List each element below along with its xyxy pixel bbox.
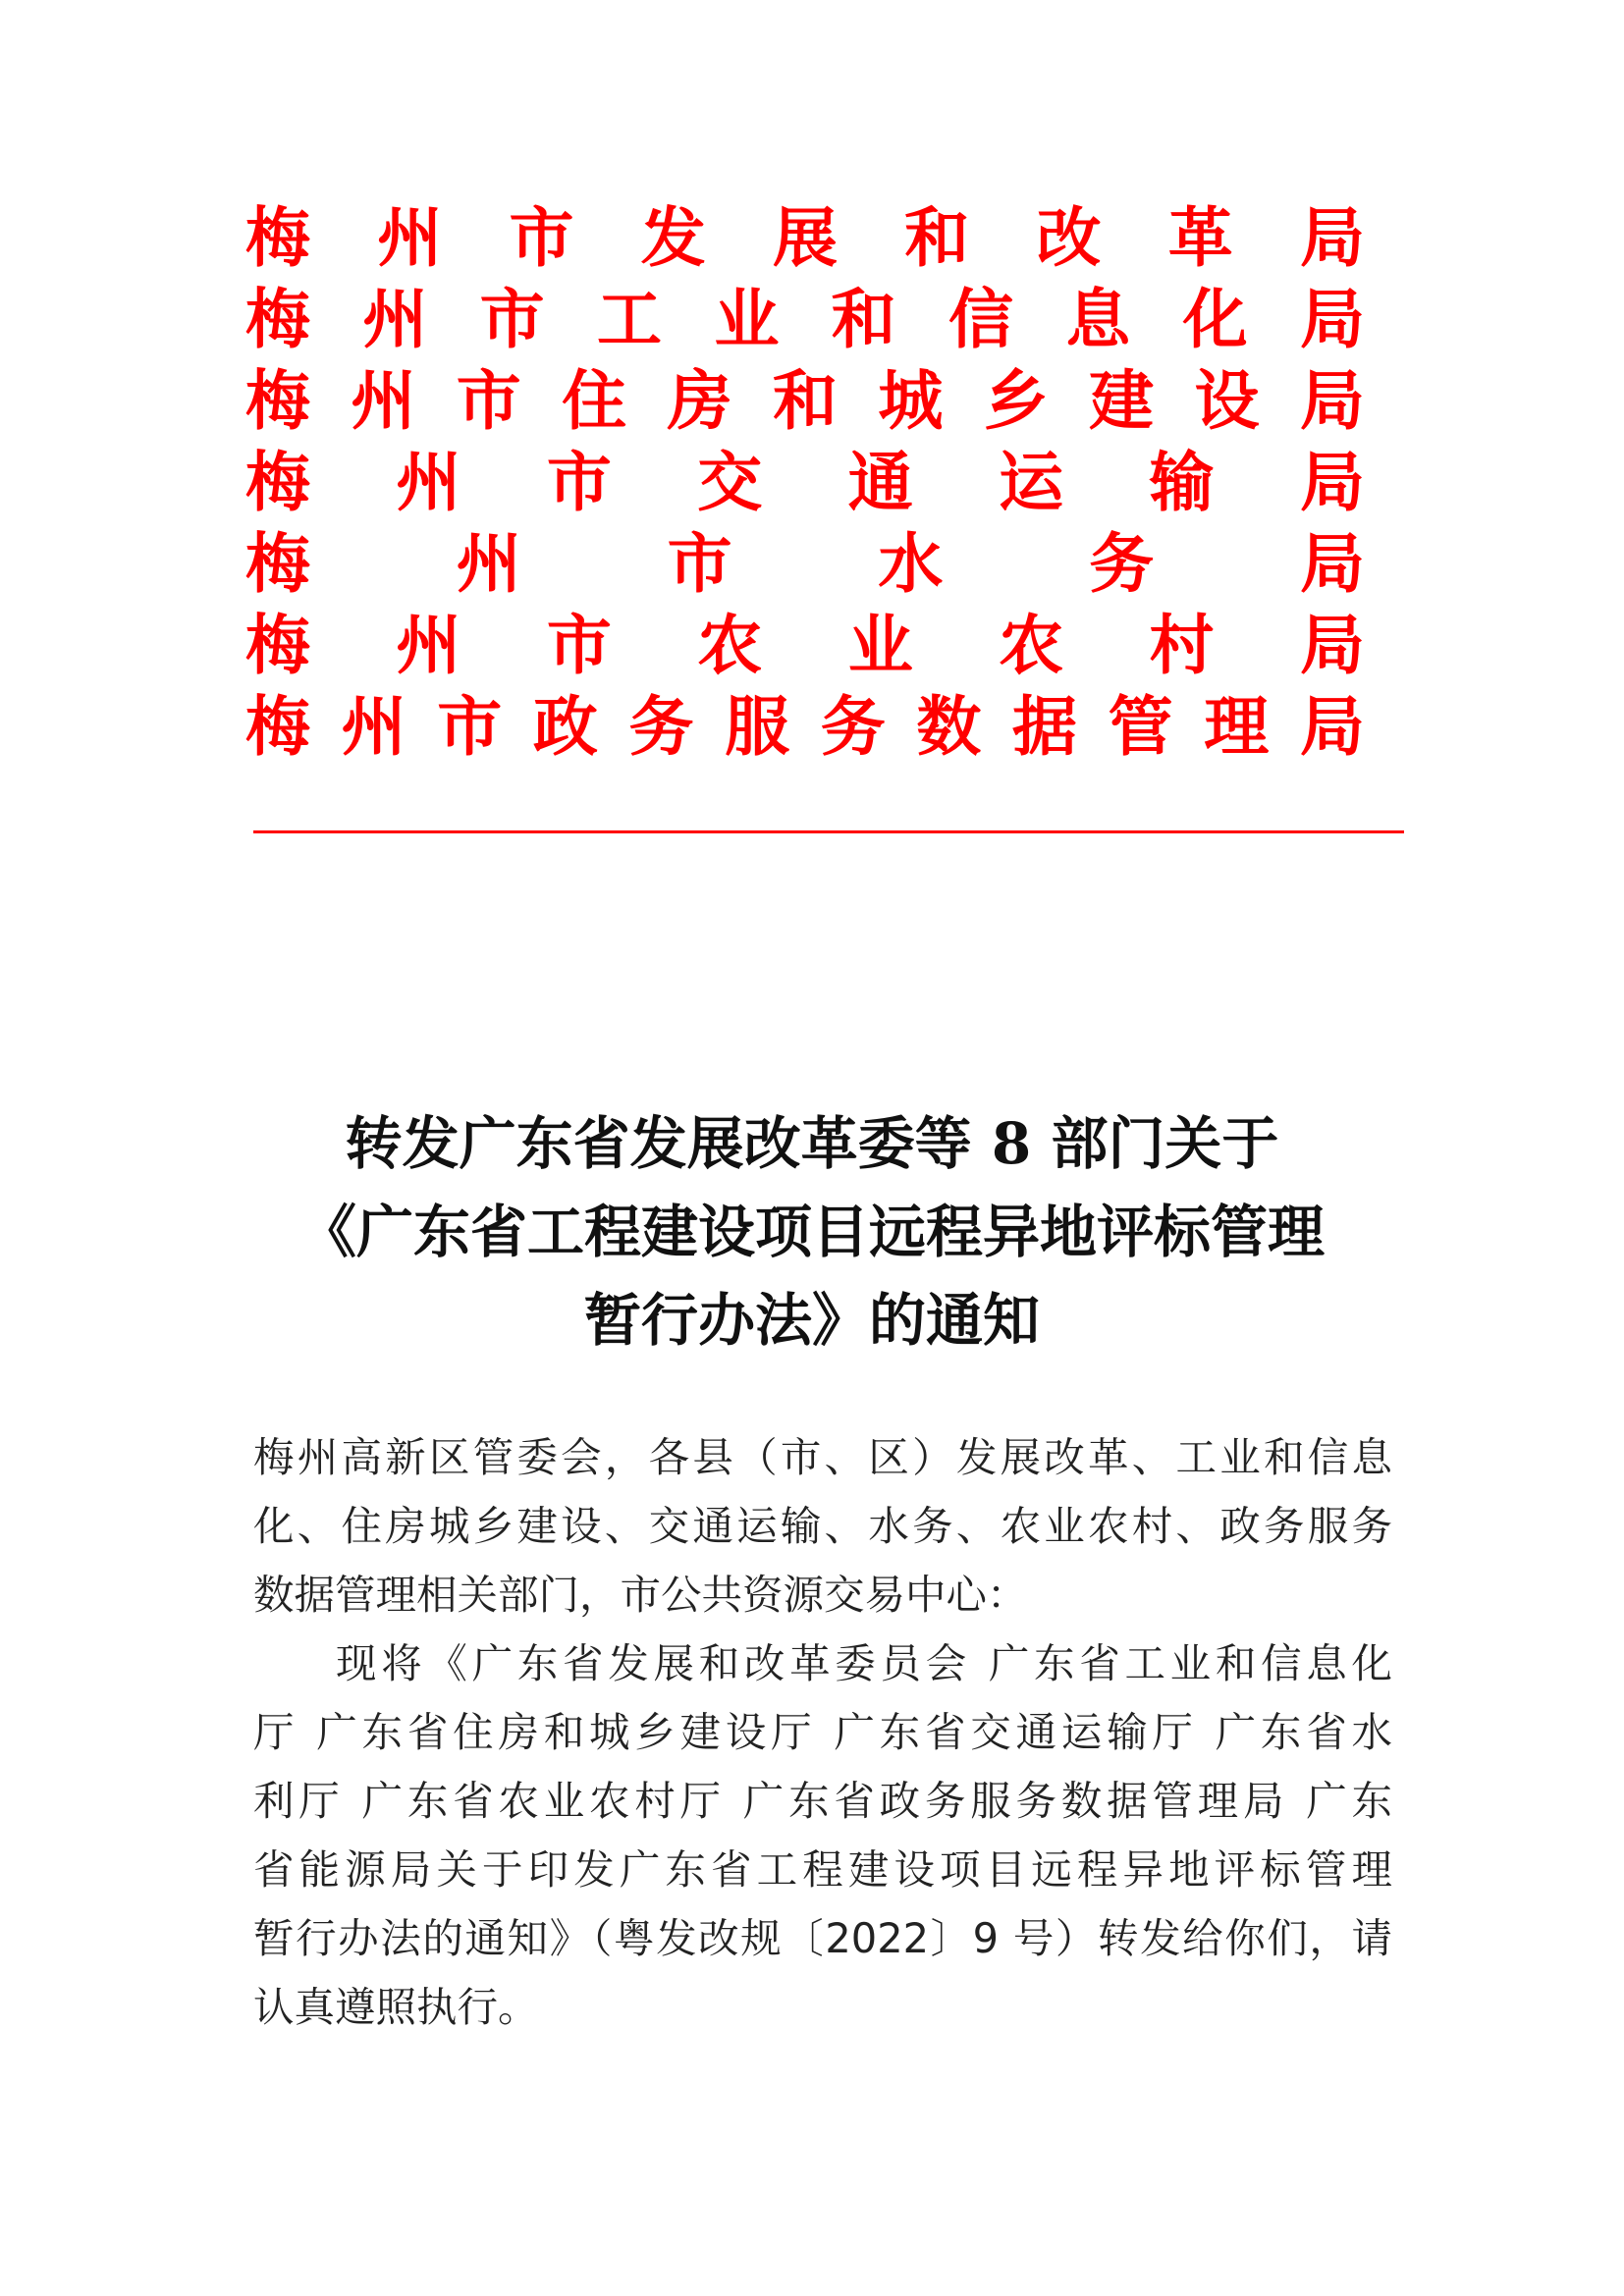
agency-char: 交 [697, 443, 763, 520]
agency-char: 改 [1036, 198, 1102, 276]
agency-char: 管 [1108, 687, 1173, 765]
agency-char: 业 [714, 280, 780, 357]
agency-char: 州 [396, 606, 461, 683]
agency-char: 州 [396, 443, 461, 520]
title-line-3: 暂行办法》的通知 [583, 1287, 1040, 1354]
agency-char: 政 [532, 687, 598, 765]
agency-line-7 [245, 685, 1365, 767]
agency-char: 局 [1299, 443, 1365, 520]
paragraph-line: 厅 广东省住房和城乡建设厅 广东省交通运输厅 广东省水 [253, 1708, 1392, 1756]
agency-line-4 [245, 441, 1365, 522]
agency-char: 信 [947, 280, 1013, 357]
agency-char: 务 [628, 687, 694, 765]
agency-char: 村 [1149, 606, 1215, 683]
agency-char: 梅 [245, 280, 310, 357]
paragraph-line: 省能源局关于印发广东省工程建设项目远程异地评标管理 [253, 1845, 1392, 1894]
agency-char: 化 [1182, 280, 1248, 357]
agency-char: 市 [479, 280, 545, 357]
agency-line-1 [245, 196, 1365, 278]
document-body [253, 1423, 1392, 2042]
addressee-line: 梅州高新区管委会，各县（市、区）发展改革、工业和信息 [253, 1433, 1392, 1481]
agency-line-3 [245, 359, 1365, 441]
agency-char: 梅 [245, 606, 310, 683]
agency-char: 务 [820, 687, 886, 765]
agency-char: 市 [437, 687, 503, 765]
agency-char: 水 [878, 524, 944, 602]
red-divider-line [253, 830, 1404, 833]
agency-char: 梅 [245, 524, 310, 602]
title-line-2: 《广东省工程建设项目远程异地评标管理 [298, 1199, 1325, 1265]
agency-char: 工 [596, 280, 662, 357]
agency-char: 务 [1089, 524, 1155, 602]
addressee-block [253, 1423, 1392, 1629]
agency-char: 州 [341, 687, 406, 765]
addressee-line: 化、住房城乡建设、交通运输、水务、农业农村、政务服务 [253, 1502, 1392, 1550]
agency-char: 局 [1299, 524, 1365, 602]
agency-char: 输 [1149, 443, 1215, 520]
agency-char: 市 [546, 443, 612, 520]
agency-char: 梅 [245, 687, 310, 765]
agency-char: 市 [667, 524, 732, 602]
agency-char: 梅 [245, 361, 310, 439]
agency-char: 梅 [245, 443, 310, 520]
agency-char: 州 [377, 198, 443, 276]
agency-char: 州 [456, 524, 521, 602]
agency-char: 服 [725, 687, 790, 765]
agency-char: 通 [847, 443, 913, 520]
agency-char: 市 [509, 198, 574, 276]
paragraph-line: 暂行办法的通知》（粤发改规〔2022〕9 号）转发给你们，请 [253, 1914, 1392, 1962]
agency-char: 发 [640, 198, 706, 276]
issuing-agencies-header [245, 196, 1365, 767]
agency-char: 梅 [245, 198, 310, 276]
agency-char: 和 [904, 198, 970, 276]
agency-char: 市 [456, 361, 521, 439]
agency-char: 局 [1299, 606, 1365, 683]
agency-char: 农 [697, 606, 763, 683]
agency-line-2 [245, 278, 1365, 359]
agency-char: 市 [546, 606, 612, 683]
agency-char: 局 [1300, 198, 1365, 276]
agency-char: 据 [1012, 687, 1077, 765]
agency-char: 设 [1194, 361, 1260, 439]
body-paragraph [253, 1629, 1392, 2042]
agency-char: 城 [878, 361, 944, 439]
agency-line-5 [245, 522, 1365, 604]
agency-line-6 [245, 604, 1365, 685]
agency-char: 州 [351, 361, 416, 439]
agency-char: 州 [362, 280, 428, 357]
agency-char: 和 [831, 280, 896, 357]
title-line-1: 转发广东省发展改革委等 8 部门关于 [345, 1110, 1279, 1177]
agency-char: 农 [999, 606, 1064, 683]
agency-char: 建 [1089, 361, 1155, 439]
agency-char: 房 [667, 361, 732, 439]
paragraph-line: 利厅 广东省农业农村厅 广东省政务服务数据管理局 广东 [253, 1777, 1392, 1825]
agency-char: 局 [1299, 687, 1365, 765]
paragraph-line: 认真遵照执行。 [253, 1983, 539, 2031]
agency-char: 业 [847, 606, 913, 683]
document-title [196, 1099, 1428, 1364]
agency-char: 局 [1299, 280, 1365, 357]
agency-char: 乡 [983, 361, 1049, 439]
agency-char: 运 [999, 443, 1064, 520]
agency-char: 住 [562, 361, 627, 439]
agency-char: 数 [916, 687, 982, 765]
addressee-line: 数据管理相关部门，市公共资源交易中心： [253, 1571, 1028, 1619]
agency-char: 和 [772, 361, 838, 439]
agency-char: 革 [1167, 198, 1233, 276]
agency-char: 局 [1299, 361, 1365, 439]
agency-char: 展 [773, 198, 838, 276]
agency-char: 理 [1204, 687, 1270, 765]
paragraph-line: 现将《广东省发展和改革委员会 广东省工业和信息化 [336, 1639, 1392, 1687]
agency-char: 息 [1065, 280, 1131, 357]
